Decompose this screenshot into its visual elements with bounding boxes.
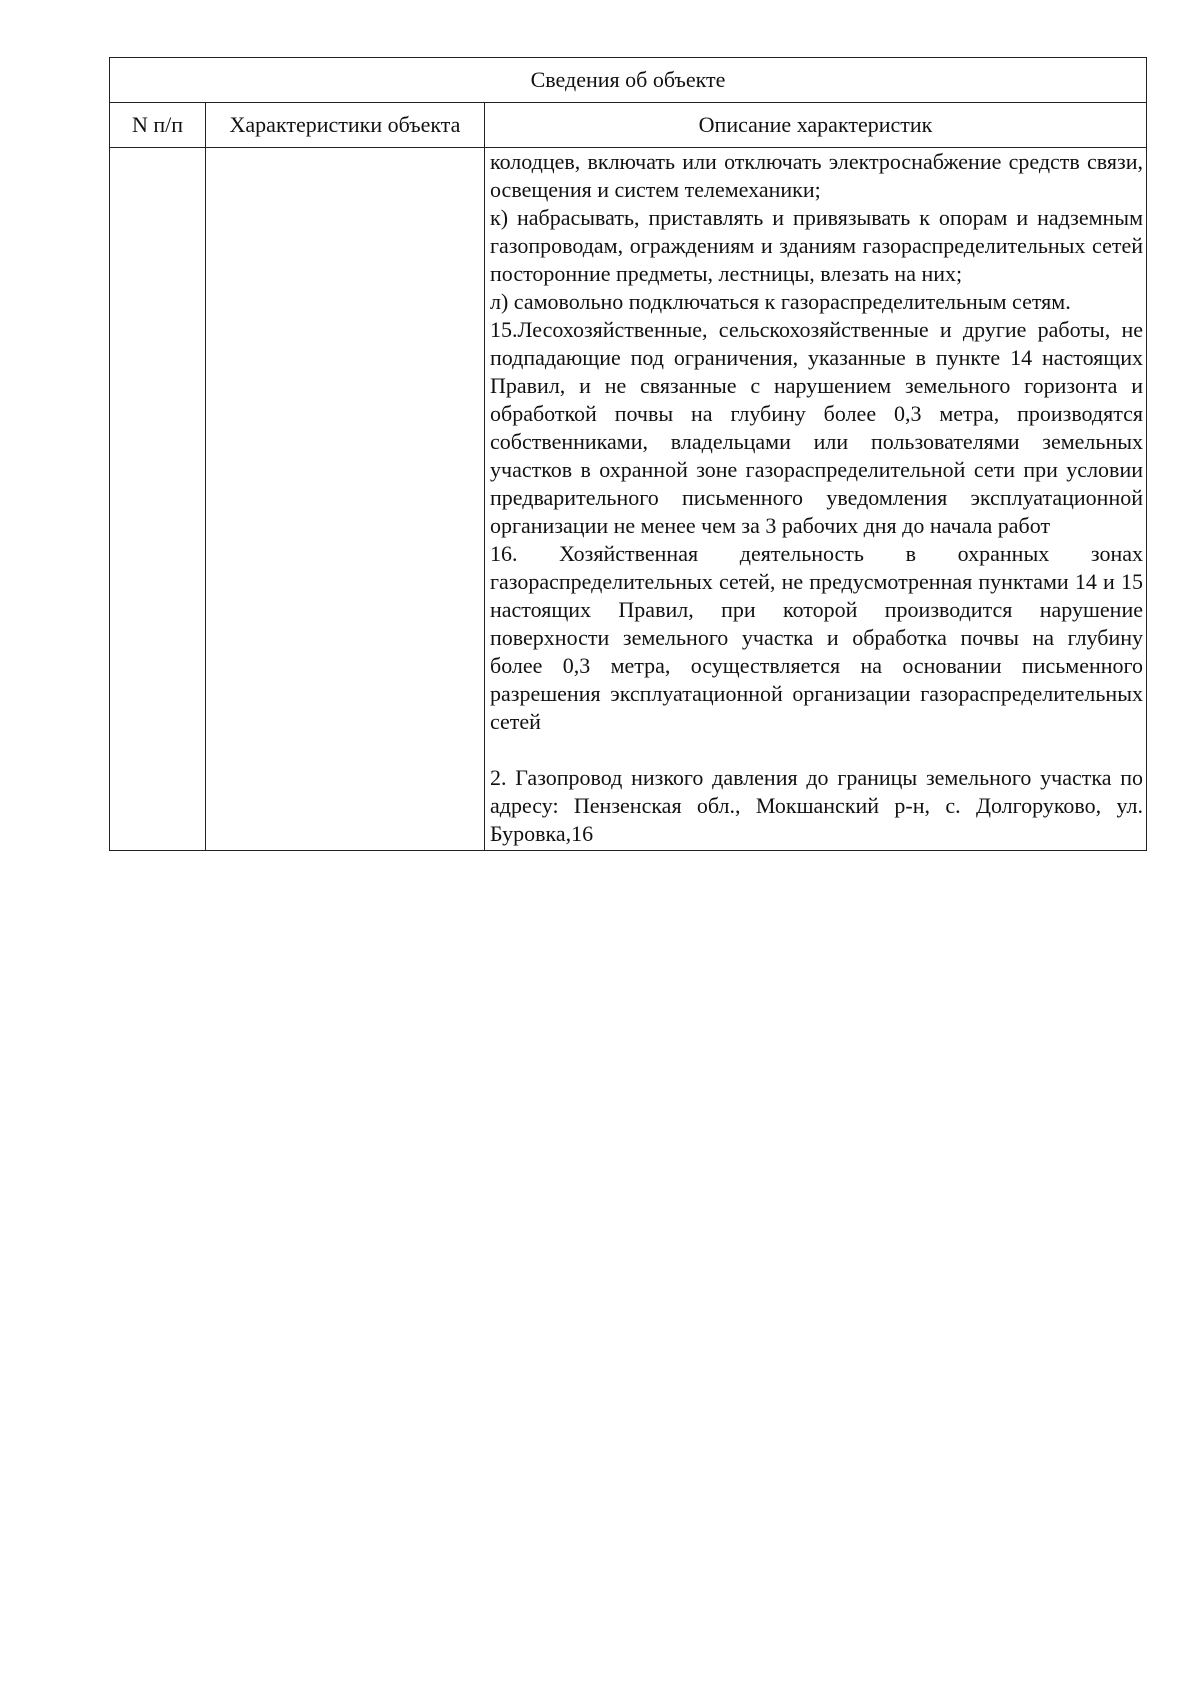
header-num: N п/п: [110, 103, 206, 148]
table-header-row: [110, 103, 1147, 148]
header-characteristics: Характеристики объекта: [206, 103, 485, 148]
cell-description: [485, 148, 1147, 851]
table-title: Сведения об объекте: [110, 58, 1147, 103]
table-title-row: [110, 58, 1147, 103]
description-paragraph: 16. Хозяйственная деятельность в охранных зонах газораспределительных сетей, не предусмотренная пунктами 14 и 15 настоящих Правил, при которой производится нарушение поверхности земельного участка и обработка почвы на глубину более 0,3 метра, осуществляется на основании письменного разрешения эксплуатационной организации газораспределительных сетей: [490, 541, 1143, 734]
description-paragraph: 15.Лесохозяйственные, сельскохозяйственные и другие работы, не подпадающие под ограничения, указанные в пункте 14 настоящих Правил, и не связанные с нарушением земельного горизонта и обработкой почвы на глубину более 0,3 метра, производятся собственниками, владельцами или пользователями земельных участков в охранной зоне газораспределительной сети при условии предварительного письменного уведомления эксплуатационной организации не менее чем за 3 рабочих дня до начала работ: [490, 317, 1143, 538]
paragraph-spacer: [490, 736, 1143, 764]
description-paragraph: к) набрасывать, приставлять и привязывать к опорам и надземным газопроводам, ограждениям и зданиям газораспределительных сетей посторонние предметы, лестницы, влезать на них;: [490, 205, 1143, 286]
description-paragraph: 2. Газопровод низкого давления до границы земельного участка по адресу: Пензенская обл., Мокшанский р-н, с. Долгоруково, ул. Буровка,16: [490, 765, 1143, 846]
cell-characteristics: [206, 148, 485, 851]
table-row: [110, 148, 1147, 851]
cell-num: [110, 148, 206, 851]
description-paragraph: колодцев, включать или отключать электроснабжение средств связи, освещения и систем телемеханики;: [490, 149, 1143, 202]
header-description: Описание характеристик: [485, 103, 1147, 148]
description-paragraph: л) самовольно подключаться к газораспределительным сетям.: [490, 289, 1071, 314]
object-info-table: [109, 57, 1147, 851]
